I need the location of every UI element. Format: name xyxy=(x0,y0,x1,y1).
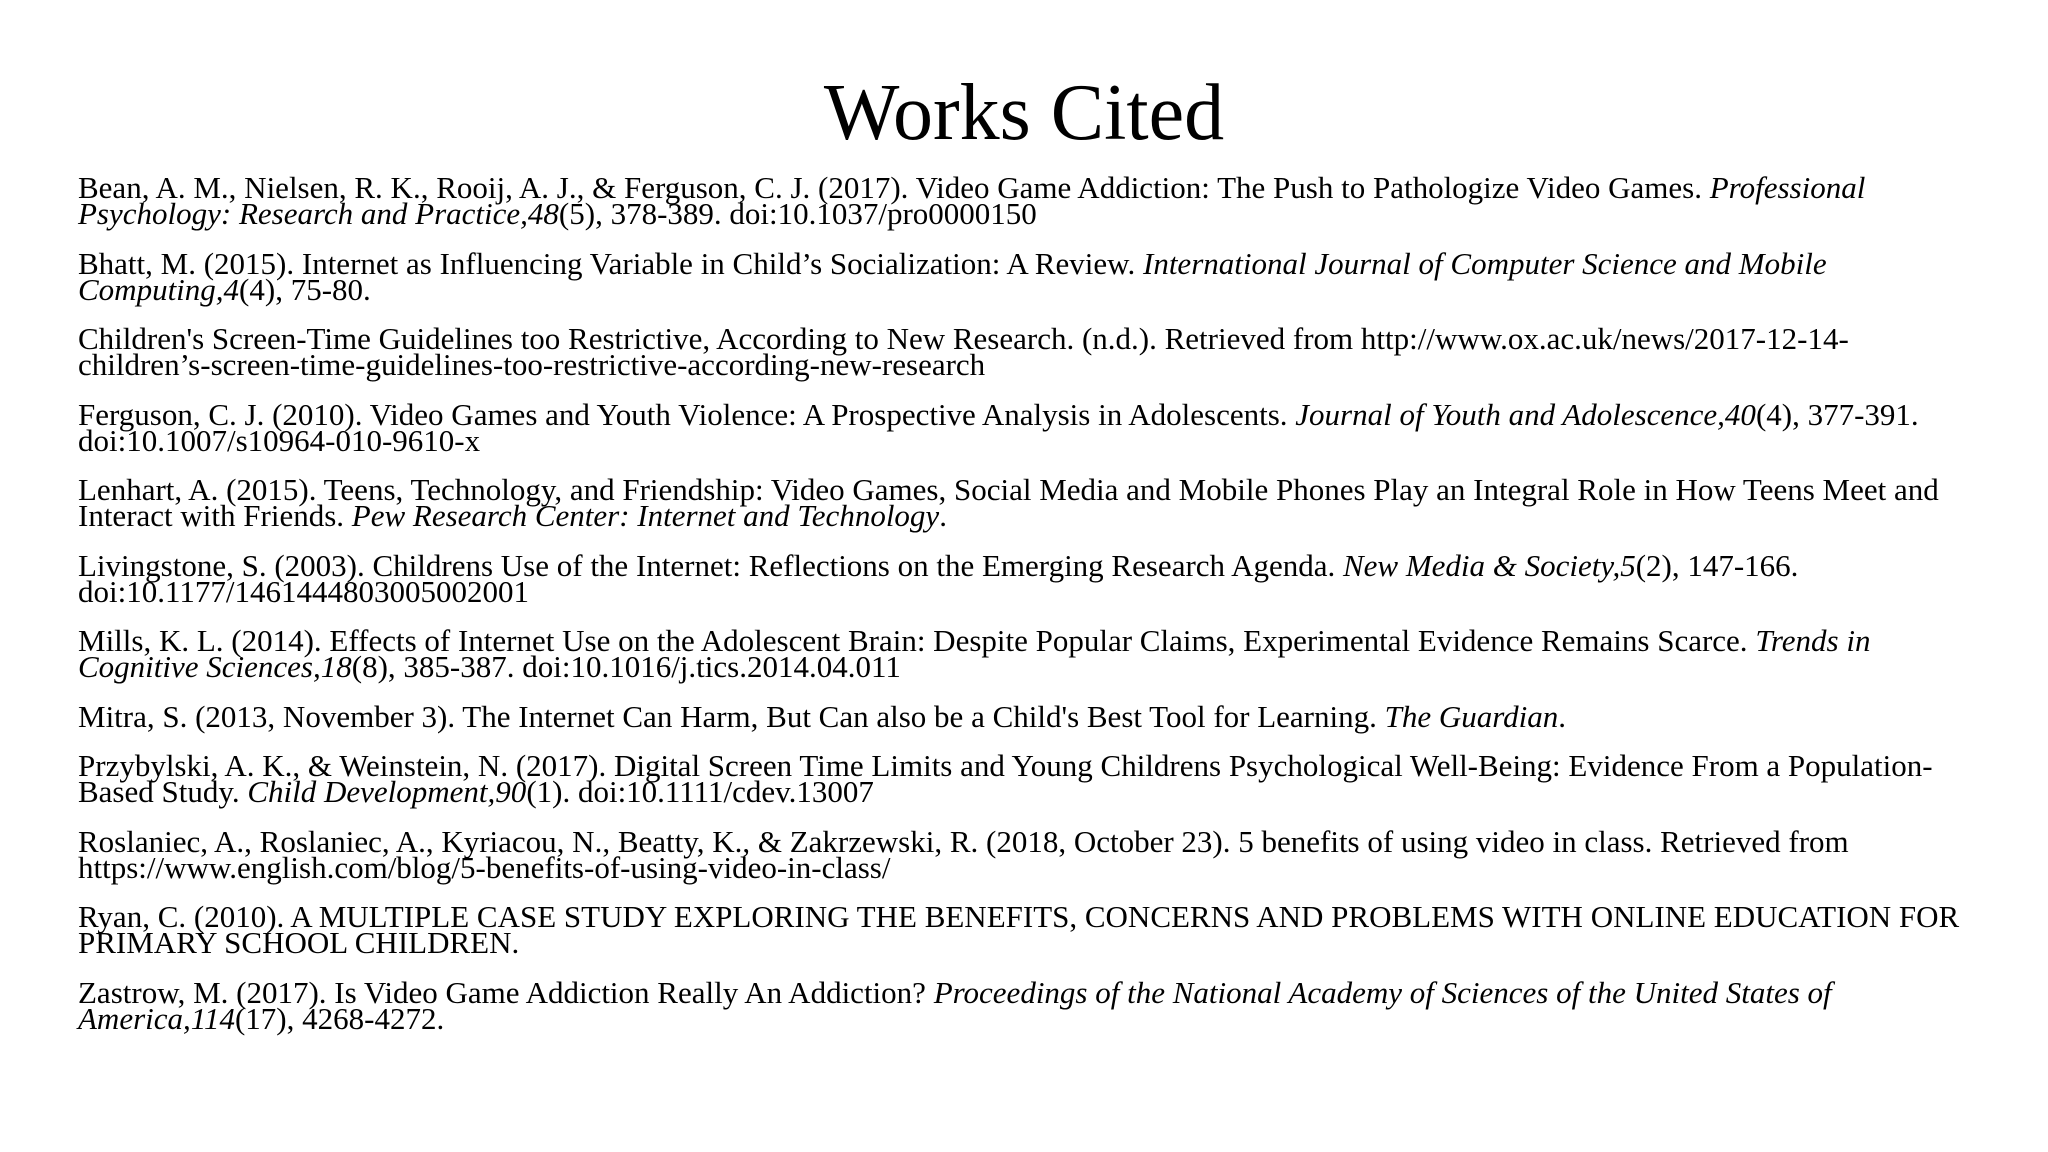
reference-entry xyxy=(78,547,1978,609)
reference-entry xyxy=(78,245,1978,307)
reference-text: Ryan, C. (2010). A MULTIPLE CASE STUDY EXPLORING THE BENEFITS, CONCERNS AND PROBLEMS WITH ONLINE EDUCATION FOR PRIMARY SCHOOL CHILDREN. xyxy=(78,899,1960,960)
reference-details: (4), 75-80. xyxy=(239,271,371,307)
reference-entry xyxy=(78,321,1978,382)
reference-source: The Guardian xyxy=(1384,698,1559,734)
reference-entry xyxy=(78,748,1978,809)
reference-text: Zastrow, M. (2017). Is Video Game Addiction Really An Addiction? xyxy=(78,974,934,1010)
reference-entry xyxy=(78,974,1978,1036)
reference-text: Mills, K. L. (2014). Effects of Internet Use on the Adolescent Brain: Despite Popular Claims, Experimental Evidence Remains Scarce. xyxy=(78,623,1756,658)
reference-entry xyxy=(78,396,1978,458)
reference-entry xyxy=(78,899,1978,960)
reference-text: Roslaniec, A., Roslaniec, A., Kyriacou, N., Beatty, K., & Zakrzewski, R. (2018, October 23). 5 benefits of using video in class. Retrieved from https://www.english.com/blog/5-benefits-of-using-video-in-class/ xyxy=(78,823,1849,885)
reference-source: Trends in Cognitive Sciences,18 xyxy=(78,623,1871,684)
reference-source: Pew Research Center: Internet and Technology xyxy=(351,498,940,533)
reference-entry xyxy=(78,823,1978,885)
reference-details: (17), 4268-4272. xyxy=(234,1000,445,1036)
reference-entry xyxy=(78,698,1978,734)
reference-details: . xyxy=(1558,698,1567,734)
reference-entry xyxy=(78,170,1978,231)
reference-text: Mitra, S. (2013, November 3). The Internet Can Harm, But Can also be a Child's Best Tool for Learning. xyxy=(78,698,1385,734)
reference-source: Proceedings of the National Academy of Sciences of the United States of America,114 xyxy=(78,974,1832,1036)
reference-source: Journal of Youth and Adolescence,40 xyxy=(1295,396,1756,432)
reference-text: Livingstone, S. (2003). Childrens Use of the Internet: Reflections on the Emerging Research Agenda. xyxy=(78,547,1343,583)
reference-details: (8), 385-387. doi:10.1016/j.tics.2014.04.011 xyxy=(351,649,901,684)
reference-list xyxy=(78,170,1978,1055)
slide-title: Works Cited xyxy=(823,69,1225,157)
reference-text: Lenhart, A. (2015). Teens, Technology, and Friendship: Video Games, Social Media and Mobile Phones Play an Integral Role in How Teens Meet and Interact with Friends. xyxy=(78,472,1939,533)
reference-details: (5), 378-389. doi:10.1037/pro0000150 xyxy=(558,196,1037,231)
reference-text: Bean, A. M., Nielsen, R. K., Rooij, A. J., & Ferguson, C. J. (2017). Video Game Addiction: The Push to Pathologize Video Games. xyxy=(78,170,1710,205)
reference-source: New Media & Society,5 xyxy=(1342,547,1636,583)
reference-source: Child Development,90 xyxy=(247,774,527,809)
reference-details: (2), 147-166. doi:10.1177/1461444803005002001 xyxy=(78,547,1799,609)
reference-text: Children's Screen-Time Guidelines too Restrictive, According to New Research. (n.d.). Retrieved from http://www.ox.ac.uk/news/2017-12-14-children’s-screen-time-guidelines-too-restrictive-according-new-research xyxy=(78,321,1849,382)
reference-details: (4), 377-391. doi:10.1007/s10964-010-9610-x xyxy=(78,396,1919,458)
reference-entry xyxy=(78,623,1978,684)
reference-text: Bhatt, M. (2015). Internet as Influencing Variable in Child’s Socialization: A Review. xyxy=(78,245,1143,281)
reference-details: . xyxy=(939,498,947,533)
reference-details: (1). doi:10.1111/cdev.13007 xyxy=(526,774,874,809)
reference-text: Przybylski, A. K., & Weinstein, N. (2017). Digital Screen Time Limits and Young Childrens Psychological Well-Being: Evidence From a Population-Based Study. xyxy=(78,748,1933,809)
reference-source: International Journal of Computer Science and Mobile Computing,4 xyxy=(78,245,1827,307)
reference-entry xyxy=(78,472,1978,533)
reference-text: Ferguson, C. J. (2010). Video Games and Youth Violence: A Prospective Analysis in Adolescents. xyxy=(78,396,1296,432)
reference-source: Professional Psychology: Research and Practice,48 xyxy=(78,170,1866,231)
